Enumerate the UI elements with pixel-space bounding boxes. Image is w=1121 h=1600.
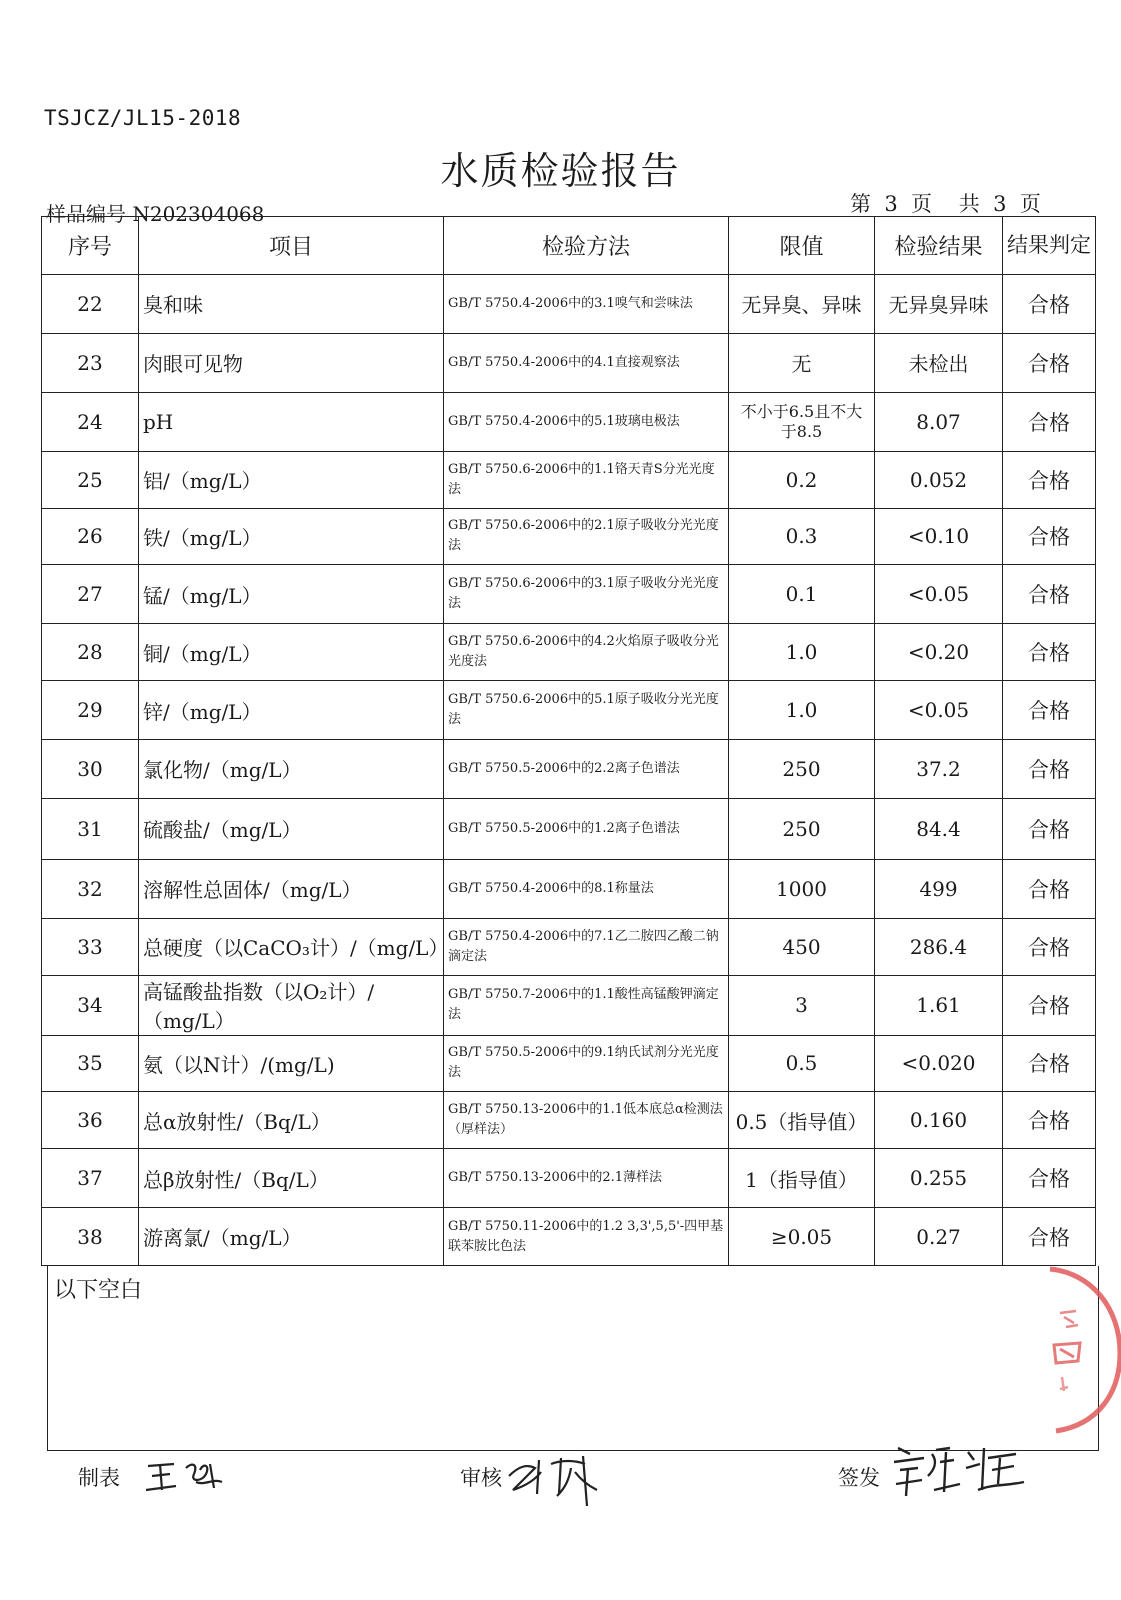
row-method: GB/T 5750.5-2006中的9.1纳氏试剂分光光度法 — [444, 1035, 729, 1092]
row-judgement: 合格 — [1003, 624, 1096, 681]
blank-area — [47, 1266, 1099, 1451]
issued-label: 签发 — [838, 1466, 880, 1490]
row-method: GB/T 5750.4-2006中的3.1嗅气和尝味法 — [444, 275, 729, 334]
row-result: 无异臭异味 — [875, 275, 1003, 334]
row-limit: 0.1 — [729, 565, 875, 624]
row-item: 氯化物/（mg/L） — [139, 740, 444, 799]
row-item: 硫酸盐/（mg/L） — [139, 798, 444, 859]
row-method: GB/T 5750.7-2006中的1.1酸性高锰酸钾滴定法 — [444, 975, 729, 1035]
row-result: 1.61 — [875, 975, 1003, 1035]
row-judgement: 合格 — [1003, 565, 1096, 624]
report-title: 水质检验报告 — [440, 149, 681, 193]
reviewed-signature — [505, 1450, 605, 1508]
row-judgement: 合格 — [1003, 798, 1096, 859]
row-item: 总β放射性/（Bq/L） — [139, 1149, 444, 1208]
table-row — [42, 1149, 1096, 1208]
row-judgement: 合格 — [1003, 392, 1096, 451]
row-result: <0.10 — [875, 508, 1003, 565]
row-limit: 1.0 — [729, 681, 875, 740]
table-row — [42, 275, 1096, 334]
row-method: GB/T 5750.6-2006中的2.1原子吸收分光光度法 — [444, 508, 729, 565]
row-limit: 1（指导值） — [729, 1149, 875, 1208]
row-result: <0.20 — [875, 624, 1003, 681]
row-number: 23 — [42, 333, 139, 392]
table-row — [42, 681, 1096, 740]
row-limit: 250 — [729, 740, 875, 799]
table-row — [42, 1035, 1096, 1092]
row-item: 游离氯/（mg/L） — [139, 1208, 444, 1266]
row-limit: 3 — [729, 975, 875, 1035]
row-judgement: 合格 — [1003, 333, 1096, 392]
row-method: GB/T 5750.13-2006中的1.1低本底总α检测法（厚样法） — [444, 1092, 729, 1149]
row-number: 28 — [42, 624, 139, 681]
sample-number: 样品编号 N202304068 — [46, 202, 265, 226]
row-limit: 250 — [729, 798, 875, 859]
row-item: 臭和味 — [139, 275, 444, 334]
row-number: 35 — [42, 1035, 139, 1092]
row-number: 30 — [42, 740, 139, 799]
row-number: 26 — [42, 508, 139, 565]
table-row — [42, 451, 1096, 508]
row-number: 29 — [42, 681, 139, 740]
results-table — [41, 216, 1096, 1266]
row-result: 0.255 — [875, 1149, 1003, 1208]
row-judgement: 合格 — [1003, 859, 1096, 918]
row-result: 37.2 — [875, 740, 1003, 799]
table-row — [42, 859, 1096, 918]
table-row — [42, 1092, 1096, 1149]
row-item: 氨（以N计）/(mg/L) — [139, 1035, 444, 1092]
prepared-signature — [140, 1452, 230, 1500]
row-result: 499 — [875, 859, 1003, 918]
row-limit: 无 — [729, 333, 875, 392]
row-result: <0.05 — [875, 681, 1003, 740]
document-code: TSJCZ/JL15-2018 — [44, 106, 242, 130]
row-number: 37 — [42, 1149, 139, 1208]
official-seal — [1020, 1265, 1121, 1435]
row-method: GB/T 5750.4-2006中的5.1玻璃电极法 — [444, 392, 729, 451]
table-row — [42, 392, 1096, 451]
row-result: <0.05 — [875, 565, 1003, 624]
row-method: GB/T 5750.5-2006中的2.2离子色谱法 — [444, 740, 729, 799]
table-header-row — [42, 217, 1096, 275]
row-method: GB/T 5750.6-2006中的4.2火焰原子吸收分光光度法 — [444, 624, 729, 681]
row-item: 肉眼可见物 — [139, 333, 444, 392]
issued-signature — [888, 1440, 1028, 1502]
table-row — [42, 1208, 1096, 1266]
row-judgement: 合格 — [1003, 918, 1096, 975]
table-row — [42, 798, 1096, 859]
header-result: 检验结果 — [875, 217, 1003, 275]
row-result: <0.020 — [875, 1035, 1003, 1092]
row-number: 32 — [42, 859, 139, 918]
row-limit: 0.5 — [729, 1035, 875, 1092]
prepared-label: 制表 — [78, 1466, 120, 1490]
row-method: GB/T 5750.4-2006中的7.1乙二胺四乙酸二钠滴定法 — [444, 918, 729, 975]
row-judgement: 合格 — [1003, 275, 1096, 334]
header-number: 序号 — [42, 217, 139, 275]
row-method: GB/T 5750.4-2006中的8.1称量法 — [444, 859, 729, 918]
row-limit: 0.2 — [729, 451, 875, 508]
row-number: 27 — [42, 565, 139, 624]
row-limit: ≥0.05 — [729, 1208, 875, 1266]
row-method: GB/T 5750.5-2006中的1.2离子色谱法 — [444, 798, 729, 859]
row-judgement: 合格 — [1003, 1035, 1096, 1092]
row-method: GB/T 5750.6-2006中的1.1铬天青S分光光度法 — [444, 451, 729, 508]
row-judgement: 合格 — [1003, 1208, 1096, 1266]
row-item: 铁/（mg/L） — [139, 508, 444, 565]
row-limit: 无异臭、异味 — [729, 275, 875, 334]
row-number: 38 — [42, 1208, 139, 1266]
row-judgement: 合格 — [1003, 451, 1096, 508]
table-row — [42, 333, 1096, 392]
blank-note: 以下空白 — [54, 1278, 143, 1303]
row-number: 36 — [42, 1092, 139, 1149]
row-result: 0.27 — [875, 1208, 1003, 1266]
row-item: 锌/（mg/L） — [139, 681, 444, 740]
row-limit: 0.3 — [729, 508, 875, 565]
row-number: 33 — [42, 918, 139, 975]
table-body — [42, 275, 1096, 1266]
row-limit: 1.0 — [729, 624, 875, 681]
row-number: 34 — [42, 975, 139, 1035]
row-item: 铝/（mg/L） — [139, 451, 444, 508]
row-judgement: 合格 — [1003, 1092, 1096, 1149]
header-limit: 限值 — [729, 217, 875, 275]
row-item: 锰/（mg/L） — [139, 565, 444, 624]
row-method: GB/T 5750.13-2006中的2.1薄样法 — [444, 1149, 729, 1208]
row-limit: 0.5（指导值） — [729, 1092, 875, 1149]
row-method: GB/T 5750.11-2006中的1.2 3,3',5,5'-四甲基联苯胺比色法 — [444, 1208, 729, 1266]
row-number: 22 — [42, 275, 139, 334]
row-result: 未检出 — [875, 333, 1003, 392]
row-limit: 450 — [729, 918, 875, 975]
row-result: 0.052 — [875, 451, 1003, 508]
row-number: 31 — [42, 798, 139, 859]
row-method: GB/T 5750.6-2006中的5.1原子吸收分光光度法 — [444, 681, 729, 740]
table-row — [42, 565, 1096, 624]
row-number: 24 — [42, 392, 139, 451]
header-method: 检验方法 — [444, 217, 729, 275]
table-row — [42, 624, 1096, 681]
row-item: 溶解性总固体/（mg/L） — [139, 859, 444, 918]
row-judgement: 合格 — [1003, 975, 1096, 1035]
reviewed-label: 审核 — [460, 1466, 502, 1490]
header-judgement: 结果判定 — [1003, 217, 1096, 275]
row-item: 总硬度（以CaCO₃计）/（mg/L） — [139, 918, 444, 975]
row-item: 总α放射性/（Bq/L） — [139, 1092, 444, 1149]
row-judgement: 合格 — [1003, 681, 1096, 740]
header-item: 项目 — [139, 217, 444, 275]
row-item: pH — [139, 392, 444, 451]
row-limit: 不小于6.5且不大于8.5 — [729, 392, 875, 451]
table-row — [42, 740, 1096, 799]
table-row — [42, 918, 1096, 975]
row-result: 0.160 — [875, 1092, 1003, 1149]
page-info: 第 3 页 共 3 页 — [850, 192, 1041, 216]
row-item: 高锰酸盐指数（以O₂计）/（mg/L） — [139, 975, 444, 1035]
row-method: GB/T 5750.6-2006中的3.1原子吸收分光光度法 — [444, 565, 729, 624]
row-judgement: 合格 — [1003, 740, 1096, 799]
row-result: 84.4 — [875, 798, 1003, 859]
table-row — [42, 508, 1096, 565]
row-judgement: 合格 — [1003, 508, 1096, 565]
row-result: 8.07 — [875, 392, 1003, 451]
row-limit: 1000 — [729, 859, 875, 918]
row-item: 铜/（mg/L） — [139, 624, 444, 681]
table-row — [42, 975, 1096, 1035]
row-number: 25 — [42, 451, 139, 508]
row-result: 286.4 — [875, 918, 1003, 975]
row-judgement: 合格 — [1003, 1149, 1096, 1208]
row-method: GB/T 5750.4-2006中的4.1直接观察法 — [444, 333, 729, 392]
